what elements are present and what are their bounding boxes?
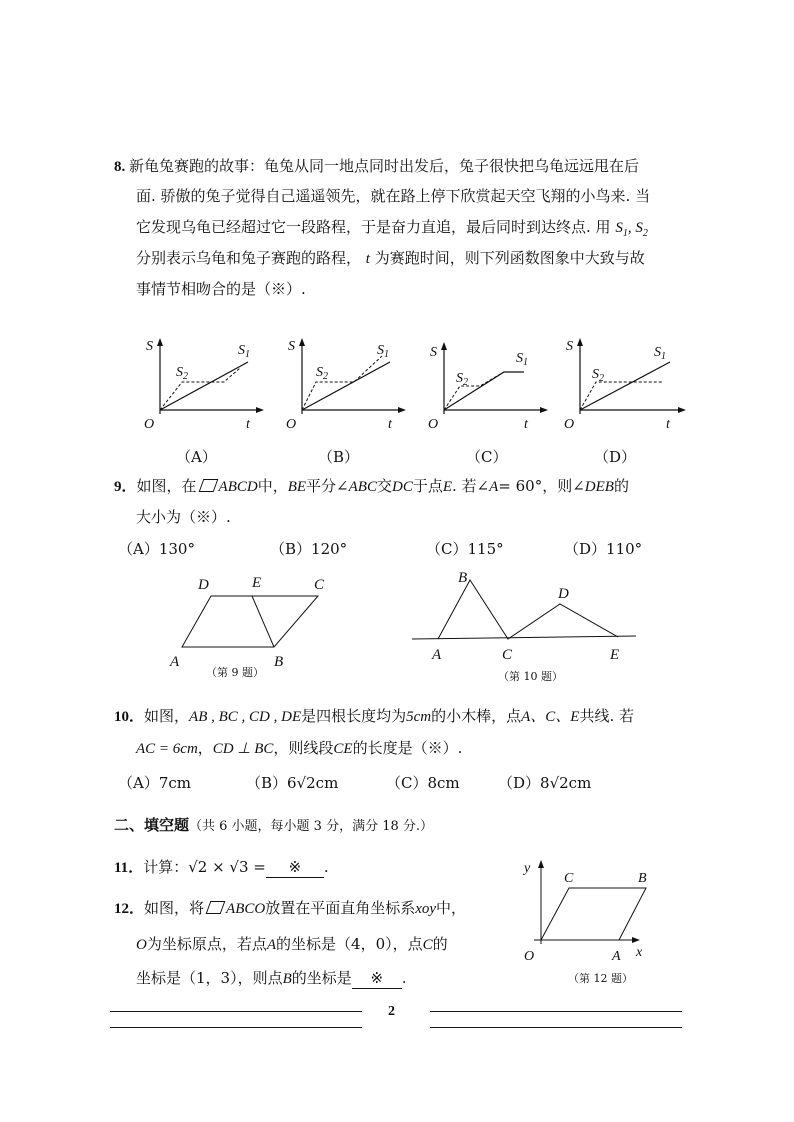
q10-var-length: 5cm xyxy=(406,709,432,725)
q12-label-x: x xyxy=(636,945,643,960)
q8-option-a[interactable]: （A） xyxy=(176,448,217,466)
q8-graph-c xyxy=(424,336,554,436)
q9-var-e: E xyxy=(442,479,453,495)
q10-text-c: 是四根长度均为 xyxy=(301,707,407,725)
q9-option-c[interactable]: （C）115° xyxy=(426,540,504,558)
q9-label-d: D xyxy=(198,577,209,593)
q8-text-2: 面. 骄傲的兔子觉得自己遥遥领先，就在路上停下欣赏起天空飞翔的小鸟来. 当 xyxy=(136,187,651,205)
q8-c-t-label: t xyxy=(524,417,528,432)
parallelogram-icon xyxy=(198,479,218,492)
q12-text-3c: 的坐标是 xyxy=(291,969,352,987)
q8-text-3: 它发现乌龟已经超过它一段路程，于是奋力直追，最后同时到达终点. 用 xyxy=(136,218,611,236)
q12-line-2 xyxy=(136,934,448,955)
q12-text-f: 的 xyxy=(432,935,448,953)
q12-text-d: 的坐标是（4，0），点 xyxy=(276,935,423,953)
q8-b-t-label: t xyxy=(388,417,392,432)
section2-note: （共 6 小题，每小题 3 分，满分 18 分.） xyxy=(189,819,434,834)
q9-line-2 xyxy=(136,507,231,527)
q8-d-o-label: O xyxy=(564,417,575,432)
q9-option-b[interactable]: （B）120° xyxy=(270,540,348,558)
q10-caption: （第 10 题） xyxy=(498,670,563,683)
q10-var-ace: A、C、E xyxy=(521,709,580,725)
q12-line-1: 12．如图，将 ABCO放置在平面直角坐标系xoy中， xyxy=(114,899,467,917)
q9-text-c: 中， xyxy=(257,477,288,495)
q10-option-c[interactable]: （C）8cm xyxy=(386,774,460,792)
q8-a-t-label: t xyxy=(246,417,250,432)
q12-text-e: 中， xyxy=(436,899,467,917)
q9-text-2: 大小为（※）. xyxy=(136,508,231,526)
q12-var-c: C xyxy=(422,937,433,953)
q8-text-5: 为赛跑时间，则下列函数图象中大致与故 xyxy=(374,249,645,267)
q8-b-s1-label: $S_1$ xyxy=(377,343,389,360)
footer-line-left-1 xyxy=(110,1011,362,1012)
q8-text-1: 新龟兔赛跑的故事：龟兔从同一地点同时出发后，兔子很快把乌龟远远甩在后 xyxy=(129,157,640,175)
q8-s1s2: $S_1$, $S_2$ xyxy=(615,220,648,239)
q12-label-b: B xyxy=(638,871,647,886)
q12-end: . xyxy=(401,969,407,987)
q8-line-3 xyxy=(136,217,648,244)
q10-var-ce: CE xyxy=(333,741,353,757)
q8-graph-b xyxy=(282,336,412,436)
q10-line-1: 10．如图，AB , BC , CD , DE是四根长度均为5cm的小木棒，点A、C、E共线. 若 xyxy=(114,707,635,725)
q12-var-o: O xyxy=(136,937,147,953)
q10-option-d[interactable]: （D）8√2cm xyxy=(498,774,592,792)
q9-label-c: C xyxy=(314,577,325,593)
q8-graph-a xyxy=(140,336,270,436)
q10-text-f: 的长度是（※）. xyxy=(352,739,463,757)
q8-number: 8 xyxy=(114,159,122,175)
q12-line-3 xyxy=(136,968,407,989)
q9-var-a: A xyxy=(489,479,499,495)
footer-line-right-2 xyxy=(430,1027,682,1028)
q8-b-s2-label: $S_2$ xyxy=(316,365,328,382)
footer-line-right-1 xyxy=(430,1011,682,1012)
q9-text-k: . 若∠ xyxy=(452,477,490,495)
q9-var-abc: ABC xyxy=(348,479,377,495)
q9-line-1: 9．如图，在 ABCD中，BE平分∠ABC交DC于点E. 若∠A= 60°，则∠DEB的 xyxy=(114,477,629,495)
q8-option-c[interactable]: （C） xyxy=(466,448,508,466)
q8-line-1: 8. 新龟兔赛跑的故事：龟兔从同一地点同时出发后，兔子很快把乌龟远远甩在后 xyxy=(114,157,640,175)
section2-heading xyxy=(114,815,433,837)
q12-caption: （第 12 题） xyxy=(568,972,633,985)
q9-text-i: 于点 xyxy=(412,477,443,495)
q10-text-a: 如图， xyxy=(144,707,190,725)
q10-option-a[interactable]: （A）7cm xyxy=(118,774,192,792)
q10-label-e: E xyxy=(610,647,620,663)
q8-b-s-label: S xyxy=(288,339,295,354)
q9-text-e: 平分∠ xyxy=(306,477,349,495)
q8-a-s1-label: $S_1$ xyxy=(238,343,250,360)
q8-c-s1-label: $S_1$ xyxy=(516,351,528,368)
q9-option-a[interactable]: （A）130° xyxy=(118,540,195,558)
q12-label-c: C xyxy=(564,871,574,886)
q11-text: 计算： xyxy=(143,858,189,876)
q9-var-dc: DC xyxy=(391,479,413,495)
q8-text-4: 分别表示乌龟和兔子赛跑的路程， xyxy=(136,249,362,267)
q9-number: 9 xyxy=(114,479,122,495)
q8-t-var: t xyxy=(365,251,370,267)
q12-label-o: O xyxy=(524,949,535,964)
q10-figure xyxy=(410,566,650,666)
q8-d-s2-label: $S_2$ xyxy=(592,367,604,384)
q8-graph-d xyxy=(562,336,692,436)
q11-end: . xyxy=(323,858,329,876)
q12-var-a: A xyxy=(266,937,277,953)
q8-option-d[interactable]: （D） xyxy=(594,448,637,466)
footer-line-left-2 xyxy=(110,1027,362,1028)
q12-text-3a: 坐标是（1，3），则点 xyxy=(136,969,283,987)
q8-b-o-label: O xyxy=(286,417,297,432)
q8-line-5 xyxy=(136,279,306,299)
q12-text-c: 放置在平面直角坐标系 xyxy=(265,899,416,917)
q10-option-b[interactable]: （B）6√2cm xyxy=(246,774,339,792)
q10-text-d: ，则线段 xyxy=(273,739,334,757)
q8-d-t-label: t xyxy=(666,417,670,432)
q12-text-b: 为坐标原点，若点 xyxy=(146,935,267,953)
q9-label-b: B xyxy=(274,654,284,670)
q10-text-e: 的小木棒，点 xyxy=(431,707,522,725)
q9-var-abcd: ABCD xyxy=(218,479,258,495)
q9-text-g: 交 xyxy=(376,477,392,495)
q10-var-sticks: AB , BC , CD , DE xyxy=(189,709,302,725)
q9-text-a: 如图，在 xyxy=(136,477,197,495)
q8-line-4 xyxy=(136,248,645,269)
q10-line-2 xyxy=(136,738,462,759)
q9-text-o: 的 xyxy=(613,477,629,495)
q9-var-be: BE xyxy=(287,479,307,495)
parallelogram-icon xyxy=(206,901,226,914)
q11-number: 11 xyxy=(114,860,129,876)
q8-text-6: 事情节相吻合的是（※）. xyxy=(136,280,306,298)
q9-label-e: E xyxy=(252,575,262,591)
q12-figure xyxy=(520,852,660,972)
q12-answer-blank[interactable]: ※ xyxy=(352,968,402,989)
q12-var-abco: ABCO xyxy=(226,901,266,917)
q8-c-s-label: S xyxy=(430,345,437,360)
q10-var-perp: CD ⊥ BC xyxy=(212,741,274,757)
q8-a-s-label: S xyxy=(146,339,153,354)
q11-answer-blank[interactable]: ※ xyxy=(266,857,324,878)
q9-var-deb: DEB xyxy=(584,479,614,495)
q8-option-b[interactable]: （B） xyxy=(318,448,360,466)
q12-var-b: B xyxy=(282,971,292,987)
q10-var-ac: AC = 6cm xyxy=(136,741,198,757)
q12-label-y: y xyxy=(524,861,531,876)
q12-label-a: A xyxy=(612,949,621,964)
q11-expr: √2 × √3 = xyxy=(188,858,266,876)
q10-label-d: D xyxy=(558,586,569,602)
q8-a-s2-label: $S_2$ xyxy=(176,365,188,382)
q12-number: 12 xyxy=(114,901,129,917)
q8-line-2 xyxy=(136,186,650,206)
q10-label-a: A xyxy=(432,647,442,663)
q9-caption: （第 9 题） xyxy=(206,666,264,679)
section2-title: 二、填空题 xyxy=(114,816,190,834)
q9-text-m: = 60°，则∠ xyxy=(498,477,585,495)
q9-label-a: A xyxy=(170,654,180,670)
q10-text-b: ， xyxy=(197,739,213,757)
q8-a-o-label: O xyxy=(144,417,155,432)
q8-d-s-label: S xyxy=(566,339,573,354)
q12-text-a: 如图，将 xyxy=(144,899,205,917)
q11-line: 11．计算：√2 × √3 = ※ . xyxy=(114,858,329,876)
q10-text-g: 共线. 若 xyxy=(579,707,635,725)
q10-label-c: C xyxy=(502,647,513,663)
page-number: 2 xyxy=(388,1004,395,1019)
q8-c-o-label: O xyxy=(428,417,439,432)
q12-var-xoy: xoy xyxy=(415,901,437,917)
q8-d-s1-label: $S_1$ xyxy=(654,345,666,362)
q10-label-b: B xyxy=(458,570,468,586)
q8-c-s2-label: $S_2$ xyxy=(456,371,468,388)
q10-number: 10 xyxy=(114,709,129,725)
q9-option-d[interactable]: （D）110° xyxy=(564,540,643,558)
